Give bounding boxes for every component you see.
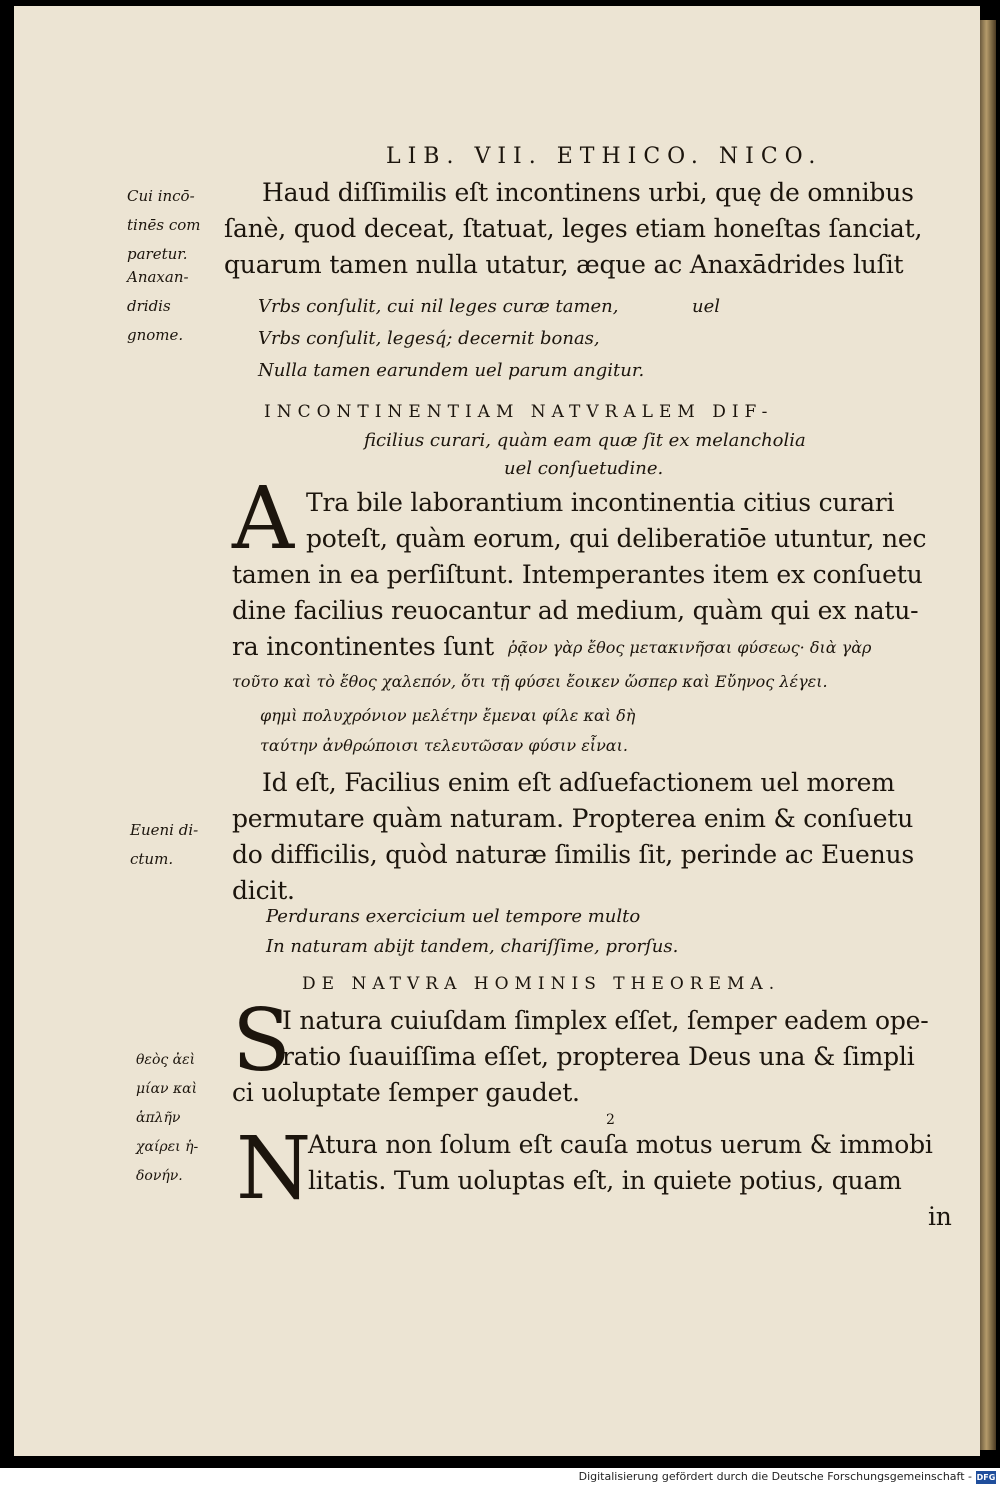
paragraph-3-line: dicit. [232,876,295,905]
margin-note-line: χαίρει ἡ- [136,1139,199,1155]
section-heading: INCONTINENTIAM NATVRALEM DIF- [264,402,774,422]
margin-note-line: Eueni di- [130,821,199,839]
paragraph-1-line: quarum tamen nulla utatur, æque ac Anaxādrides luſit [224,250,904,279]
book-page [14,6,980,1456]
verse-2-line: Perdurans exercicium uel tempore multo [266,906,641,927]
margin-note-line: gnome. [127,326,184,344]
margin-note-line: paretur. [127,245,188,263]
margin-note-line: μίαν καὶ [136,1081,198,1097]
initial-letter: A [232,469,295,569]
margin-note-greek [136,1046,198,1191]
initial-letter: N [236,1119,312,1219]
paragraph-3-line: Id eſt, Facilius enim eſt adſuefactionem uel morem [262,768,895,797]
margin-note-incontinens [127,182,200,350]
verse-1-line: Vrbs conſulit, legesq́; decernit bonas, [258,328,600,349]
running-head: LIB. VII. ETHICO. NICO. [386,144,823,169]
margin-note-line: ἁπλῆν [136,1110,181,1126]
margin-note-line: Anaxan- [127,268,189,286]
dfg-logo: DFG [976,1473,996,1482]
paragraph-1-line: ſanè, quod deceat, ſtatuat, leges etiam honeſtas ſanciat, [224,214,923,243]
paragraph-2-line: poteſt, quàm eorum, qui deliberatiōe utuntur, nec [306,524,927,553]
section-heading: DE NATVRA HOMINIS THEOREMA. [302,974,781,994]
paragraph-2-line: ra incontinentes ſunt [232,632,495,661]
paragraph-4-line: I natura cuiuſdam ſimplex eſſet, ſemper eadem ope- [282,1006,929,1035]
greek-quote-line: τοῦτο καὶ τὸ ἔθος χαλεπόν, ὅτι τῇ φύσει ἔοικεν ὥσπερ καὶ Εὔηνος λέγει. [232,672,828,691]
paragraph-3-line: permutare quàm naturam. Propterea enim & conſuetu [232,804,914,833]
catchword: in [928,1202,952,1231]
paragraph-2-line: dine facilius reuocantur ad medium, quàm qui ex natu- [232,596,919,625]
page-edge [980,20,996,1450]
paragraph-4-line: ratio ſuauiſſima eſſet, propterea Deus una & ſimpli [282,1042,915,1071]
margin-note-line: ctum. [130,850,174,868]
paragraph-3-line: do difficilis, quòd naturæ ſimilis ſit, perinde ac Euenus [232,840,914,869]
verse-variant-mark: uel [692,296,721,317]
greek-inline-quote: ῥᾷον γὰρ ἔθος μετακινῆσαι φύσεως· διὰ γὰρ [508,638,872,657]
footer-bar [0,1468,1000,1489]
margin-note-line: tinēs com [127,216,201,234]
paragraph-2-line: Tra bile laborantium incontinentia citius curari [306,488,895,517]
paragraph-5-line: Atura non ſolum eſt cauſa motus uerum & immobi [308,1130,933,1159]
initial-letter: S [232,991,291,1091]
verse-1-line: Nulla tamen earundem uel parum angitur. [258,360,645,381]
greek-verse-line: φημὶ πολυχρόνιον μελέτην ἔμεναι φίλε καὶ δὴ [260,706,636,725]
section-heading-line: ficilius curari, quàm eam quæ ſit ex melancholia [364,430,806,451]
paragraph-2-line: tamen in ea perſiſtunt. Intemperantes item ex conſuetu [232,560,923,589]
margin-note-line: δονήν. [136,1168,183,1184]
paragraph-4-line: ci uoluptate ſemper gaudet. [232,1078,580,1107]
margin-note-line: dridis [127,297,171,315]
verse-2-line: In naturam abijt tandem, chariſſime, prorſus. [266,936,679,957]
greek-verse-line: ταύτην ἀνθρώποισι τελευτῶσαν φύσιν εἶναι. [260,736,628,755]
section-number: 2 [606,1112,615,1128]
verse-1-line: Vrbs conſulit, cui nil leges curæ tamen, [258,296,619,317]
margin-note-eueni [130,816,198,874]
paragraph-5-line: litatis. Tum uoluptas eſt, in quiete potius, quam [308,1166,902,1195]
margin-note-line: Cui incō- [127,187,195,205]
paragraph-1-line: Haud diſſimilis eſt incontinens urbi, quę de omnibus [262,178,914,207]
margin-note-line: θεὸς ἀεὶ [136,1052,196,1068]
section-heading-line: uel conſuetudine. [504,458,664,479]
footer-credit: Digitalisierung gefördert durch die Deutsche Forschungsgemeinschaft - [578,1470,972,1483]
